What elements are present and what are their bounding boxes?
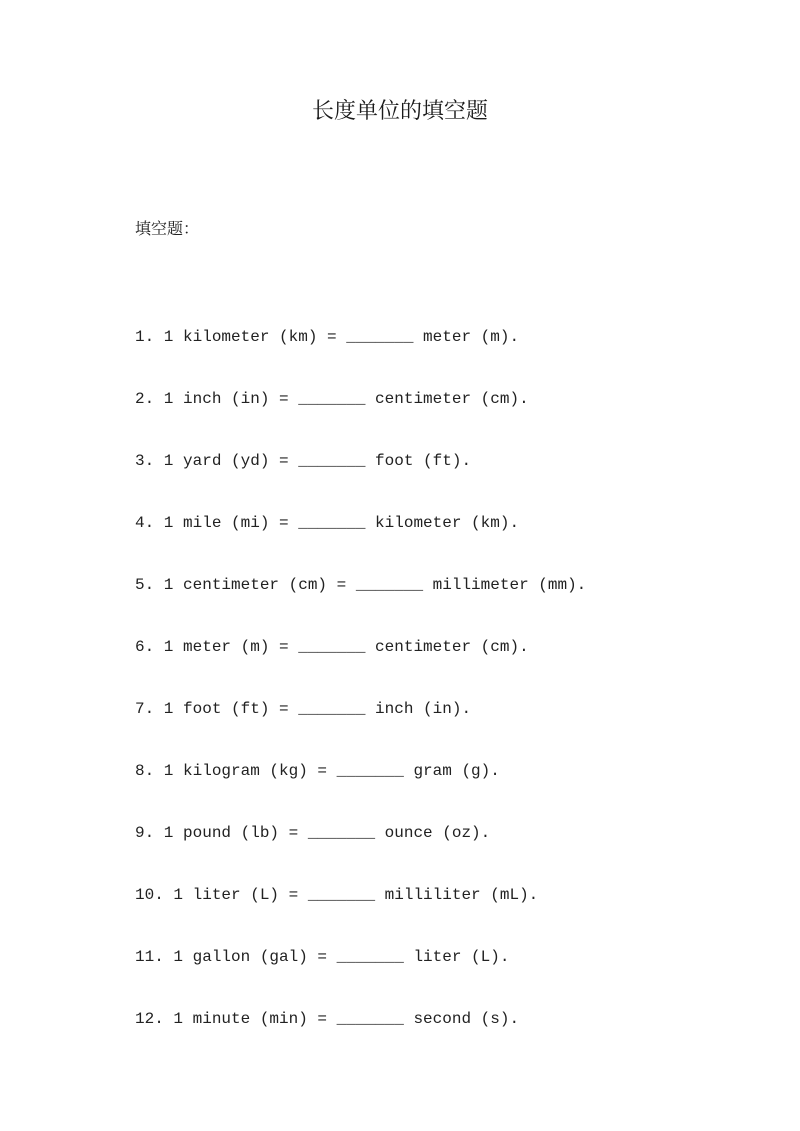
question-item-9: 9. 1 pound (lb) = _______ ounce (oz).: [135, 824, 491, 842]
question-item-7: 7. 1 foot (ft) = _______ inch (in).: [135, 700, 472, 718]
question-item-11: 11. 1 gallon (gal) = _______ liter (L).: [135, 948, 510, 966]
question-item-4: 4. 1 mile (mi) = _______ kilometer (km).: [135, 514, 520, 532]
question-item-12: 12. 1 minute (min) = _______ second (s).: [135, 1010, 520, 1028]
document-title: 长度单位的填空题: [311, 99, 488, 124]
question-item-6: 6. 1 meter (m) = _______ centimeter (cm).: [135, 638, 529, 656]
question-item-2: 2. 1 inch (in) = _______ centimeter (cm).: [135, 390, 529, 408]
question-item-3: 3. 1 yard (yd) = _______ foot (ft).: [135, 452, 472, 470]
question-item-1: 1. 1 kilometer (km) = _______ meter (m).: [135, 328, 520, 346]
question-item-8: 8. 1 kilogram (kg) = _______ gram (g).: [135, 762, 500, 780]
question-item-5: 5. 1 centimeter (cm) = _______ millimeter (mm).: [135, 576, 587, 594]
question-item-10: 10. 1 liter (L) = _______ milliliter (mL).: [135, 886, 539, 904]
question-list: [135, 324, 755, 1068]
section-label: 填空题：: [135, 219, 200, 238]
